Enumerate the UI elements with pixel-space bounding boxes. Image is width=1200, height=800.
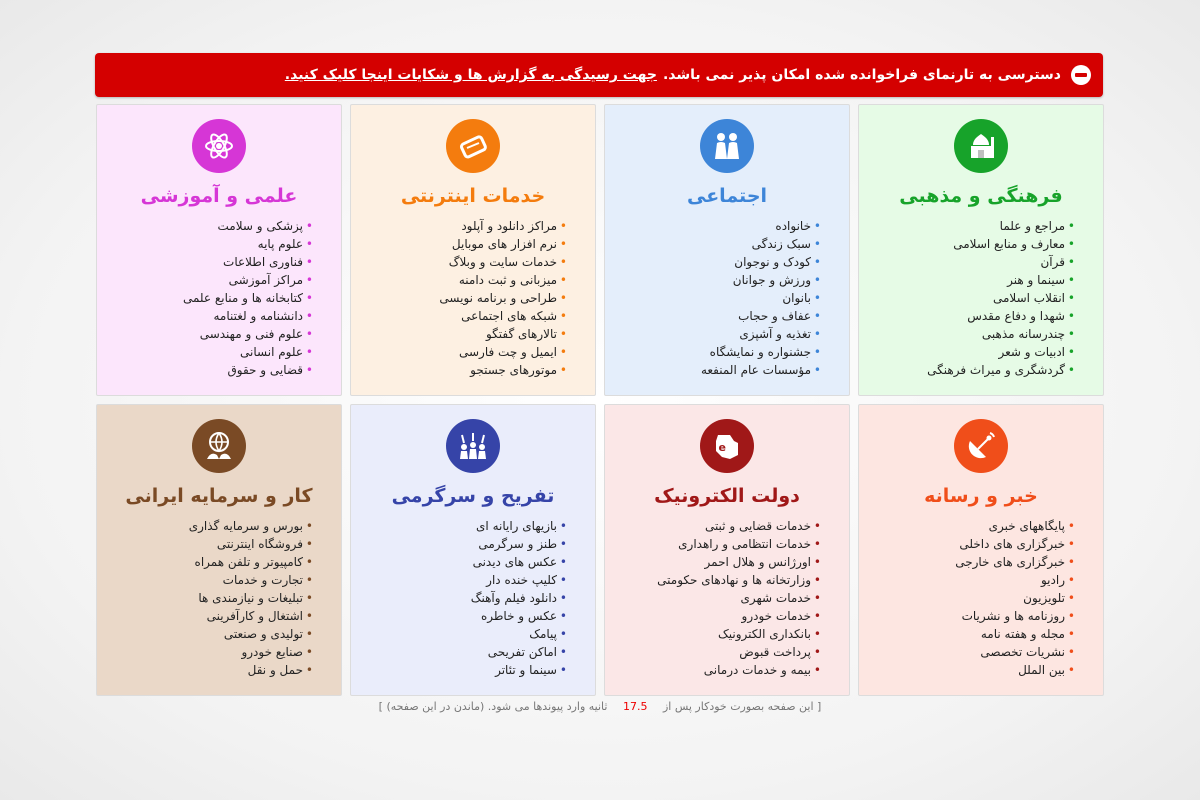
- card-link-item[interactable]: • قرآن: [859, 253, 1103, 271]
- card-link-item[interactable]: • انقلاب اسلامی: [859, 289, 1103, 307]
- card-link-item[interactable]: • مجله و هفته نامه: [859, 625, 1103, 643]
- card-internet-services: [350, 104, 596, 396]
- card-link-item[interactable]: • معارف و منابع اسلامی: [859, 235, 1103, 253]
- redirect-text-after[interactable]: ثانیه وارد پیوندها می شود. (ماندن در این صفحه): [386, 700, 608, 713]
- card-link-item[interactable]: • ورزش و جوانان: [605, 271, 849, 289]
- card-link-item[interactable]: • ایمیل و چت فارسی: [351, 343, 595, 361]
- card-title[interactable]: اجتماعی: [686, 185, 768, 207]
- redirect-text-before: این صفحه بصورت خودکار پس از: [662, 700, 814, 713]
- card-link-item[interactable]: • بانوان: [605, 289, 849, 307]
- card-link-item[interactable]: • موتورهای جستجو: [351, 361, 595, 379]
- card-link-item[interactable]: • اورژانس و هلال احمر: [605, 553, 849, 571]
- alert-message: دسترسی به تارنمای فراخوانده شده امکان پذیر نمی باشد.: [662, 67, 1061, 83]
- card-link-item[interactable]: • ادبیات و شعر: [859, 343, 1103, 361]
- card-link-item[interactable]: • بورس و سرمایه گذاری: [97, 517, 341, 535]
- card-link-list: [859, 217, 1103, 379]
- card-link-item[interactable]: • فناوری اطلاعات: [97, 253, 341, 271]
- card-link-item[interactable]: • بازیهای رایانه ای: [351, 517, 595, 535]
- card-title[interactable]: خدمات اینترنتی: [400, 185, 546, 207]
- bracket-open: [: [817, 700, 822, 713]
- card-link-item[interactable]: • خدمات انتظامی و راهداری: [605, 535, 849, 553]
- card-link-item[interactable]: • کتابخانه ها و منابع علمی: [97, 289, 341, 307]
- card-link-item[interactable]: • مراجع و علما: [859, 217, 1103, 235]
- card-link-item[interactable]: • تولیدی و صنعتی: [97, 625, 341, 643]
- card-link-item[interactable]: • قضایی و حقوق: [97, 361, 341, 379]
- countdown: 17.5: [622, 700, 648, 713]
- card-scientific-educational: [96, 104, 342, 396]
- card-link-item[interactable]: • کلیپ خنده دار: [351, 571, 595, 589]
- card-link-item[interactable]: • خدمات شهری: [605, 589, 849, 607]
- card-link-item[interactable]: • دانلود فیلم وآهنگ: [351, 589, 595, 607]
- card-link-item[interactable]: • خدمات سایت و وبلاگ: [351, 253, 595, 271]
- card-link-item[interactable]: • پزشکی و سلامت: [97, 217, 341, 235]
- category-grid: [96, 104, 1104, 696]
- card-link-item[interactable]: • طراحی و برنامه نویسی: [351, 289, 595, 307]
- card-link-item[interactable]: • سبک زندگی: [605, 235, 849, 253]
- card-e-government: [604, 404, 850, 696]
- card-link-item[interactable]: • تالارهای گفتگو: [351, 325, 595, 343]
- card-link-item[interactable]: • جشنواره و نمایشگاه: [605, 343, 849, 361]
- card-link-item[interactable]: • خبرگزاری های خارجی: [859, 553, 1103, 571]
- card-title[interactable]: کار و سرمایه ایرانی: [125, 485, 313, 507]
- card-link-list: [859, 517, 1103, 679]
- card-link-item[interactable]: • مراکز آموزشی: [97, 271, 341, 289]
- card-link-item[interactable]: • گردشگری و میراث فرهنگی: [859, 361, 1103, 379]
- card-link-item[interactable]: • تجارت و خدمات: [97, 571, 341, 589]
- card-link-item[interactable]: • اماکن تفریحی: [351, 643, 595, 661]
- card-link-item[interactable]: • طنز و سرگرمی: [351, 535, 595, 553]
- card-link-item[interactable]: • مؤسسات عام المنفعه: [605, 361, 849, 379]
- globe-hands-icon: [192, 419, 246, 473]
- card-link-item[interactable]: • حمل و نقل: [97, 661, 341, 679]
- card-link-item[interactable]: • وزارتخانه ها و نهادهای حکومتی: [605, 571, 849, 589]
- card-link-item[interactable]: • پرداخت قبوض: [605, 643, 849, 661]
- bracket-close: ]: [378, 700, 383, 713]
- card-link-item[interactable]: • عکس و خاطره: [351, 607, 595, 625]
- card-link-item[interactable]: • علوم پایه: [97, 235, 341, 253]
- report-link[interactable]: جهت رسیدگی به گزارش ها و شکایات اینجا کلیک کنید.: [284, 67, 657, 83]
- card-link-item[interactable]: • علوم فنی و مهندسی: [97, 325, 341, 343]
- card-link-item[interactable]: • سینما و تئاتر: [351, 661, 595, 679]
- card-title[interactable]: علمی و آموزشی: [140, 185, 298, 207]
- card-link-item[interactable]: • نرم افزار های موبایل: [351, 235, 595, 253]
- crowd-icon: [446, 419, 500, 473]
- card-link-item[interactable]: • خبرگزاری های داخلی: [859, 535, 1103, 553]
- card-link-list: [97, 217, 341, 379]
- card-link-item[interactable]: • اشتغال و کارآفرینی: [97, 607, 341, 625]
- card-link-item[interactable]: • فروشگاه اینترنتی: [97, 535, 341, 553]
- card-iranian-business: [96, 404, 342, 696]
- card-link-item[interactable]: • بیمه و خدمات درمانی: [605, 661, 849, 679]
- card-link-item[interactable]: • مراکز دانلود و آپلود: [351, 217, 595, 235]
- card-link-item[interactable]: • روزنامه ها و نشریات: [859, 607, 1103, 625]
- card-link-list: [351, 217, 595, 379]
- card-entertainment: [350, 404, 596, 696]
- card-social: [604, 104, 850, 396]
- access-denied-alert: [95, 53, 1103, 97]
- card-link-item[interactable]: • تبلیغات و نیازمندی ها: [97, 589, 341, 607]
- stop-icon: [1071, 65, 1091, 85]
- card-title[interactable]: خبر و رسانه: [924, 485, 1038, 507]
- card-link-item[interactable]: • بین الملل: [859, 661, 1103, 679]
- card-news-media: [858, 404, 1104, 696]
- card-link-list: [605, 217, 849, 379]
- internet-services-icon: [446, 119, 500, 173]
- card-link-item[interactable]: • علوم انسانی: [97, 343, 341, 361]
- satellite-dish-icon: [954, 419, 1008, 473]
- card-link-item[interactable]: • تغذیه و آشپزی: [605, 325, 849, 343]
- card-link-item[interactable]: • دانشنامه و لغتنامه: [97, 307, 341, 325]
- card-link-item[interactable]: • صنایع خودرو: [97, 643, 341, 661]
- card-link-item[interactable]: • سینما و هنر: [859, 271, 1103, 289]
- card-link-item[interactable]: • شهدا و دفاع مقدس: [859, 307, 1103, 325]
- card-title[interactable]: فرهنگی و مذهبی: [899, 185, 1063, 207]
- card-link-item[interactable]: • چندرسانه مذهبی: [859, 325, 1103, 343]
- card-link-item[interactable]: • میزبانی و ثبت دامنه: [351, 271, 595, 289]
- card-link-list: [351, 517, 595, 679]
- card-link-item[interactable]: • تلویزیون: [859, 589, 1103, 607]
- card-link-item[interactable]: • بانکداری الکترونیک: [605, 625, 849, 643]
- e-government-icon: [700, 419, 754, 473]
- card-link-item[interactable]: • خدمات قضایی و ثبتی: [605, 517, 849, 535]
- mosque-icon: [954, 119, 1008, 173]
- card-link-item[interactable]: • نشریات تخصصی: [859, 643, 1103, 661]
- card-link-item[interactable]: • عکس های دیدنی: [351, 553, 595, 571]
- card-link-item[interactable]: • عفاف و حجاب: [605, 307, 849, 325]
- auto-redirect-notice: [0, 700, 1200, 713]
- atom-icon: [192, 119, 246, 173]
- svg-text:e: e: [718, 441, 726, 454]
- card-link-item[interactable]: • رادیو: [859, 571, 1103, 589]
- card-link-item[interactable]: • شبکه های اجتماعی: [351, 307, 595, 325]
- card-link-item[interactable]: • کودک و نوجوان: [605, 253, 849, 271]
- card-link-list: [605, 517, 849, 679]
- card-link-list: [97, 517, 341, 679]
- card-title[interactable]: دولت الکترونیک: [654, 485, 800, 507]
- card-cultural-religious: [858, 104, 1104, 396]
- card-link-item[interactable]: • خدمات خودرو: [605, 607, 849, 625]
- card-link-item[interactable]: • کامپیوتر و تلفن همراه: [97, 553, 341, 571]
- family-icon: [700, 119, 754, 173]
- card-link-item[interactable]: • پایگاههای خبری: [859, 517, 1103, 535]
- card-title[interactable]: تفریح و سرگرمی: [391, 485, 555, 507]
- card-link-item[interactable]: • پیامک: [351, 625, 595, 643]
- card-link-item[interactable]: • خانواده: [605, 217, 849, 235]
